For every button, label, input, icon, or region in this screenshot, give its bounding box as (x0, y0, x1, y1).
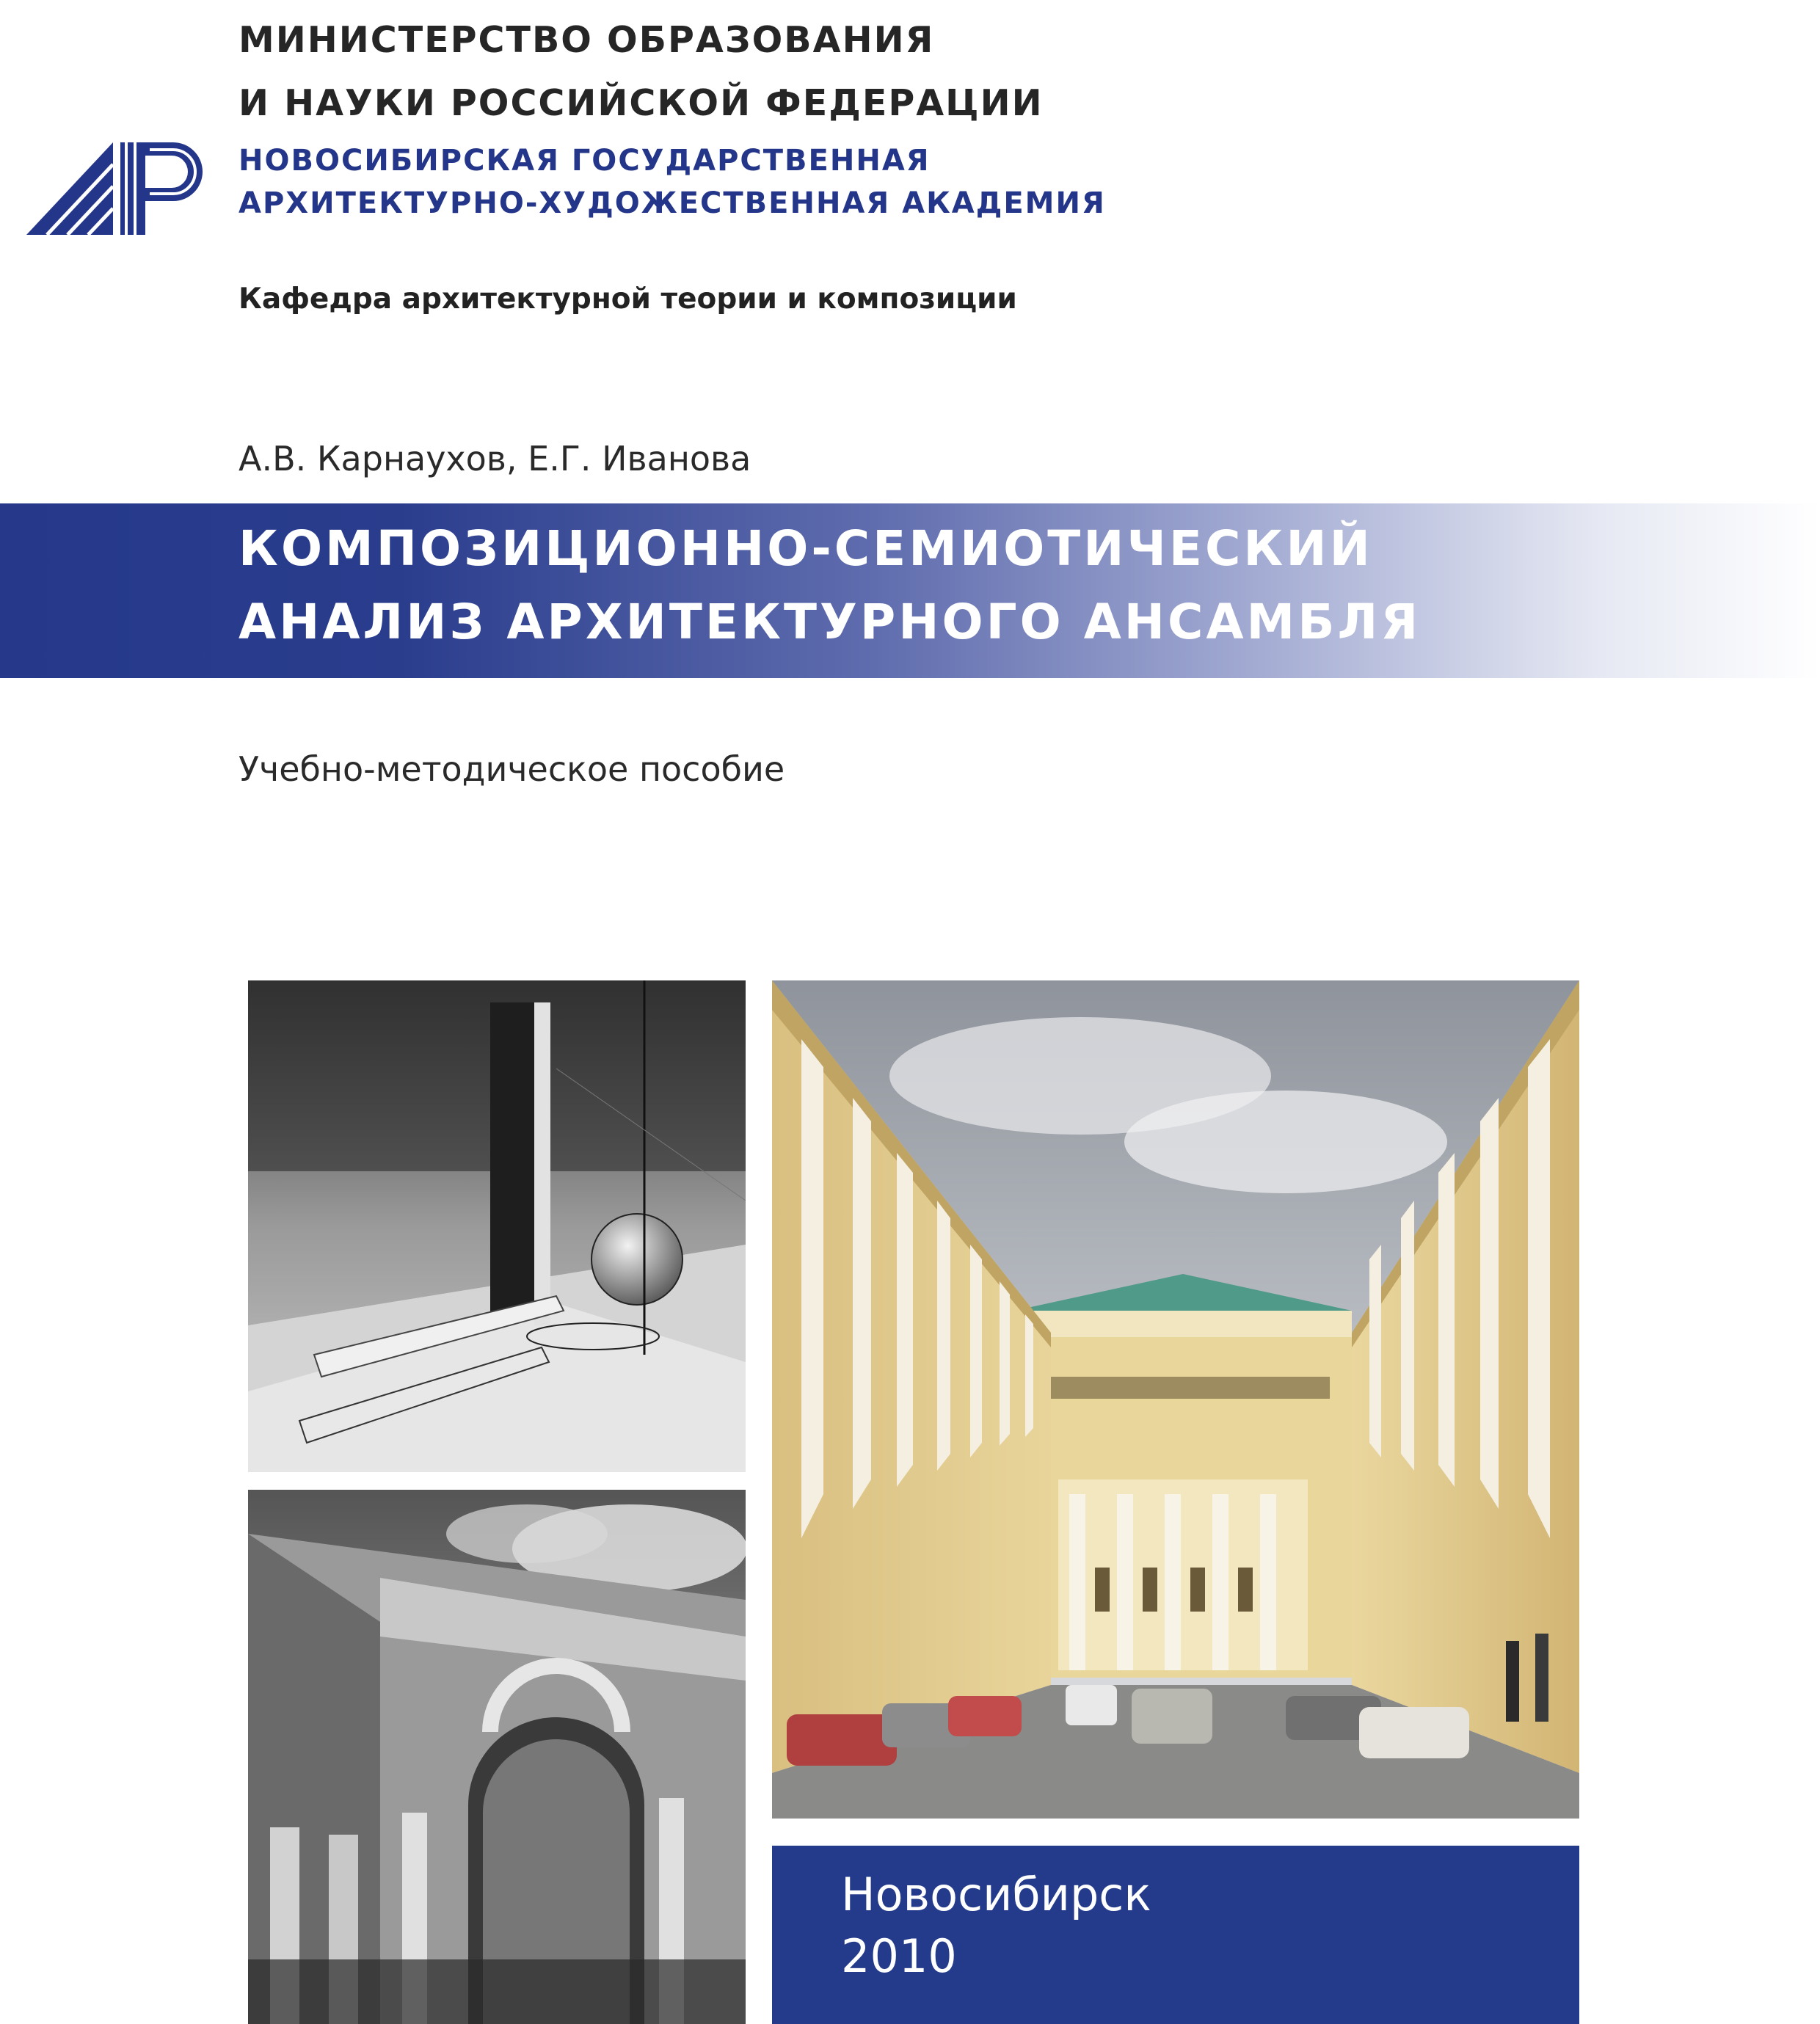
book-title-line-2: АНАЛИЗ АРХИТЕКТУРНОГО АНСАМБЛЯ (239, 594, 1422, 650)
architectural-model-photo (248, 980, 746, 1472)
book-authors: А.В. Карнаухов, Е.Г. Иванова (239, 439, 751, 478)
book-subtitle: Учебно-методическое пособие (239, 749, 785, 789)
academy-name (239, 139, 1413, 225)
publication-year: 2010 (841, 1929, 957, 1983)
ministry-line-1: МИНИСТЕРСТВО ОБРАЗОВАНИЯ (239, 19, 935, 61)
street-ensemble-photo (772, 980, 1579, 1819)
book-title (239, 512, 1706, 659)
academy-line-2: АРХИТЕКТУРНО-ХУДОЖЕСТВЕННАЯ АКАДЕМИЯ (239, 186, 1106, 220)
academy-line-1: НОВОСИБИРСКАЯ ГОСУДАРСТВЕННАЯ (239, 144, 931, 178)
publication-city: Новосибирск (841, 1868, 1151, 1921)
ministry-line-2: И НАУКИ РОССИЙСКОЙ ФЕДЕРАЦИИ (239, 82, 1044, 124)
ministry-heading (239, 9, 1266, 135)
publication-info (841, 1864, 1502, 1987)
department-name: Кафедра архитектурной теории и композиции (239, 283, 1017, 316)
book-title-line-1: КОМПОЗИЦИОННО-СЕМИОТИЧЕСКИЙ (239, 520, 1373, 577)
academy-logo-icon (26, 142, 203, 235)
postmodern-architecture-photo (248, 1490, 746, 2024)
